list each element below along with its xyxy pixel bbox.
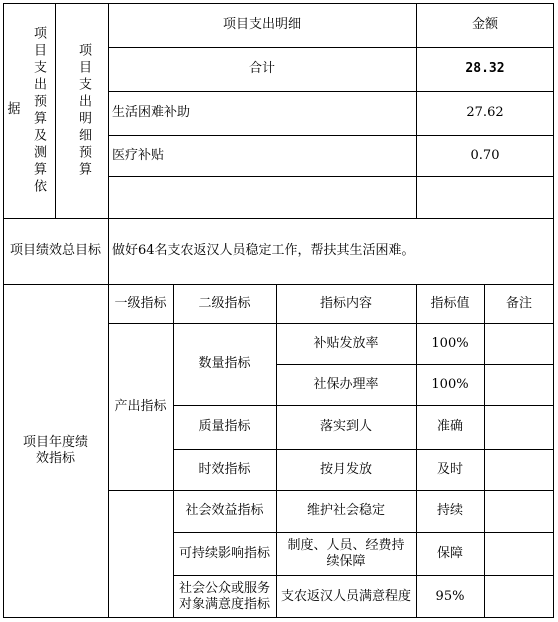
- detail-row-label-text: 医疗补贴: [112, 147, 165, 163]
- level2-quality-text: 质量指标: [198, 419, 251, 434]
- detail-header-amount: [416, 3, 554, 47]
- indicator-content-text: 支农返汉人员满意程度: [280, 588, 411, 604]
- header-content: [276, 284, 416, 323]
- indicator-content-text: 落实到人: [319, 419, 372, 434]
- header-remark: [484, 284, 554, 323]
- detail-row-label: [108, 135, 416, 176]
- divider: [484, 284, 485, 618]
- divider: [108, 176, 554, 177]
- indicator-content: [276, 575, 416, 618]
- indicator-content: [276, 532, 416, 575]
- project-table: [3, 3, 554, 618]
- detail-row-value: [416, 91, 554, 135]
- goal-text: [108, 218, 554, 284]
- level1-output: [108, 323, 173, 490]
- indicator-value-text: 100%: [431, 376, 469, 392]
- header-content-text: 指标内容: [319, 295, 372, 311]
- indicator-value: [416, 575, 484, 618]
- header-level2: [173, 284, 276, 323]
- detail-header-item: [108, 3, 416, 47]
- detail-row-label-text: 生活困难补助: [112, 105, 191, 120]
- divider: [55, 3, 56, 218]
- indicator-content: [276, 490, 416, 532]
- indicator-content: [276, 323, 416, 364]
- detail-header-item-text: 项目支出明细: [222, 17, 301, 32]
- divider: [3, 218, 554, 219]
- indicator-value: [416, 449, 484, 490]
- level2-quantity: [173, 323, 276, 405]
- basis-label-col1: [23, 3, 53, 218]
- divider: [108, 91, 554, 92]
- detail-total-value: [416, 47, 554, 91]
- divider: [3, 284, 554, 285]
- indicator-content-text: 社保办理率: [313, 376, 379, 392]
- indicator-content: [276, 364, 416, 405]
- indicator-value: [416, 405, 484, 449]
- header-value-text: 指标值: [430, 295, 470, 311]
- divider: [173, 284, 174, 618]
- divider: [173, 532, 554, 533]
- header-level1: [108, 284, 173, 323]
- indicator-content: [276, 449, 416, 490]
- basis-label-col2: [58, 13, 108, 208]
- annual-label: [3, 284, 108, 618]
- divider: [276, 364, 554, 365]
- detail-total-label-text: 合计: [248, 61, 275, 76]
- level2-quality: [173, 405, 276, 449]
- level2-satisfaction: [173, 575, 276, 618]
- detail-total-label: [108, 47, 416, 91]
- header-level2-text: 二级指标: [198, 295, 251, 311]
- indicator-content-text: 补贴发放率: [313, 335, 379, 351]
- basis-label-col2-text: 项目支出明细预算: [76, 42, 91, 179]
- indicator-value-text: 持续: [436, 503, 463, 518]
- divider: [173, 449, 554, 450]
- divider: [416, 3, 417, 218]
- goal-label: [3, 218, 108, 284]
- divider: [173, 405, 554, 406]
- border-top: [3, 3, 554, 4]
- border-left: [3, 3, 4, 618]
- indicator-value: [416, 532, 484, 575]
- annual-label-text: 项目年度绩效指标: [22, 435, 88, 466]
- indicator-content-text: 按月发放: [319, 461, 372, 477]
- level2-social: [173, 490, 276, 532]
- goal-text-value: 做好64名支农返汉人员稳定工作，帮扶其生活困难。: [112, 243, 415, 258]
- divider: [108, 490, 554, 491]
- divider: [108, 3, 109, 618]
- divider: [416, 284, 417, 618]
- border-bottom: [3, 617, 554, 618]
- divider: [276, 284, 277, 618]
- goal-label-text: 项目绩效总目标: [9, 243, 101, 258]
- level2-social-text: 社会效益指标: [185, 503, 264, 518]
- detail-total-value-text: 28.32: [465, 61, 505, 76]
- header-remark-text: 备注: [505, 295, 532, 311]
- level1-output-text: 产出指标: [114, 398, 167, 414]
- level2-timeliness-text: 时效指标: [198, 461, 251, 477]
- detail-header-amount-text: 金额: [471, 17, 498, 32]
- level2-sustainable-text: 可持续影响指标: [178, 545, 270, 561]
- basis-label-col1-tail: [3, 98, 25, 122]
- divider: [173, 575, 554, 576]
- level2-sustainable: [173, 532, 276, 575]
- indicator-value: [416, 490, 484, 532]
- indicator-value-text: 100%: [431, 335, 469, 351]
- indicator-value-text: 准确: [436, 419, 463, 434]
- header-level1-text: 一级指标: [114, 295, 167, 311]
- divider: [108, 135, 554, 136]
- divider: [108, 323, 554, 324]
- indicator-value: [416, 364, 484, 405]
- indicator-content: [276, 405, 416, 449]
- indicator-value-text: 保障: [436, 545, 463, 561]
- basis-label-col1-tail-text: 据: [7, 102, 21, 117]
- detail-row-value-text: 0.70: [470, 147, 500, 163]
- basis-label-col1-text: 项目支出预算及测算依: [31, 25, 46, 196]
- divider: [108, 47, 554, 48]
- border-right: [553, 3, 554, 618]
- level2-quantity-text: 数量指标: [198, 356, 251, 371]
- indicator-value-text: 及时: [436, 461, 463, 477]
- indicator-content-text: 制度、人员、经费持续保障: [287, 537, 405, 569]
- detail-row-value-text: 27.62: [466, 105, 504, 120]
- header-value: [416, 284, 484, 323]
- detail-row-value: [416, 135, 554, 176]
- indicator-value-text: 95%: [435, 588, 465, 604]
- level2-satisfaction-text: 社会公众或服务对象满意度指标: [178, 580, 270, 612]
- level2-timeliness: [173, 449, 276, 490]
- indicator-content-text: 维护社会稳定: [306, 503, 385, 518]
- detail-row-label: [108, 91, 416, 135]
- indicator-value: [416, 323, 484, 364]
